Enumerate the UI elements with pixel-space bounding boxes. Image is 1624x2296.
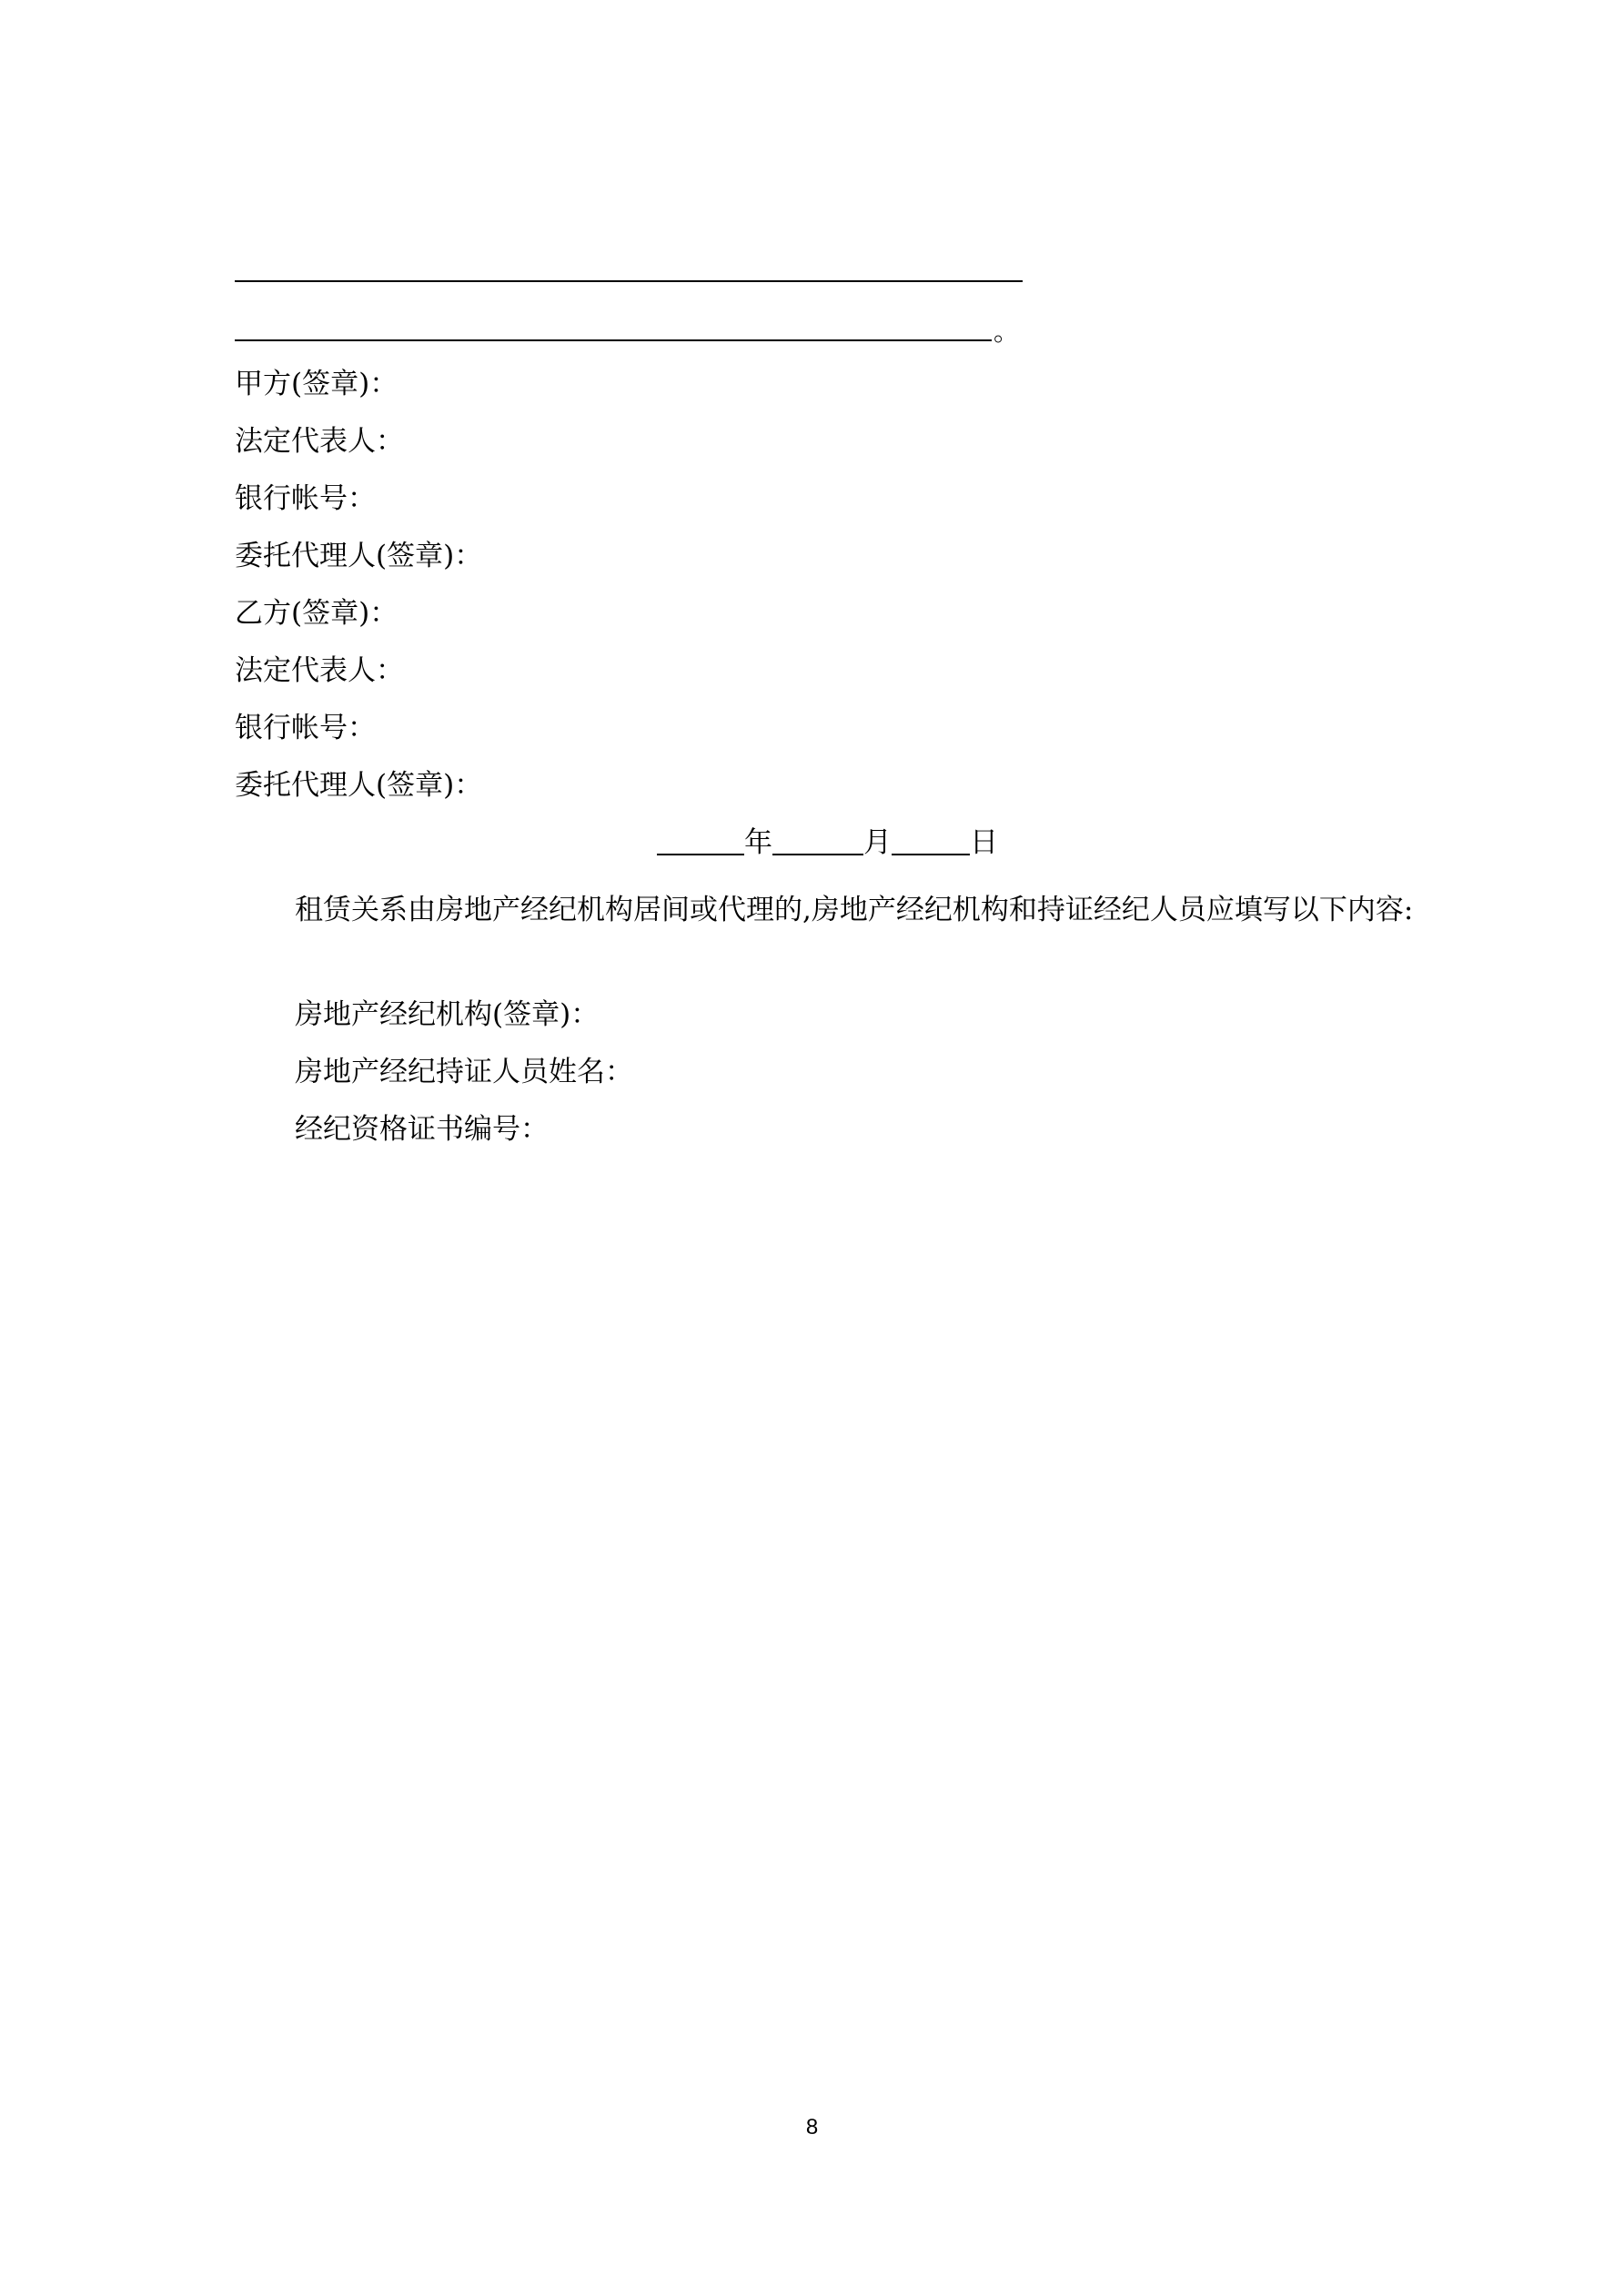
party-b-agent-label: 委托代理人(签章)： [235, 769, 483, 802]
certificate-number-label: 经纪资格证书编号： [295, 1113, 549, 1146]
month-blank [772, 854, 863, 855]
year-blank [657, 854, 744, 855]
fill-in-blank-line [235, 339, 992, 341]
party-a-agent-label: 委托代理人(签章)： [235, 540, 483, 572]
month-label: 月 [863, 826, 892, 859]
party-a-signature-label: 甲方(签章)： [235, 368, 398, 400]
agency-signature-label: 房地产经纪机构(签章)： [295, 998, 600, 1031]
date-line [657, 824, 998, 861]
broker-name-label: 房地产经纪持证人员姓名： [295, 1056, 633, 1088]
fill-in-blank-line [235, 280, 1023, 282]
day-blank [892, 854, 970, 855]
page-number: 8 [805, 2115, 819, 2139]
line-end-mark: 。 [994, 317, 1020, 347]
party-a-bank-account-label: 银行帐号： [235, 482, 376, 515]
party-b-bank-account-label: 银行帐号： [235, 712, 376, 744]
day-label: 日 [970, 826, 998, 859]
party-b-legal-rep-label: 法定代表人： [235, 654, 404, 687]
agency-instruction-paragraph: 租赁关系由房地产经纪机构居间或代理的,房地产经纪机构和持证经纪人员应填写以下内容: [295, 894, 1414, 926]
party-a-legal-rep-label: 法定代表人： [235, 425, 404, 458]
party-b-signature-label: 乙方(签章)： [235, 597, 398, 630]
year-label: 年 [744, 826, 772, 859]
